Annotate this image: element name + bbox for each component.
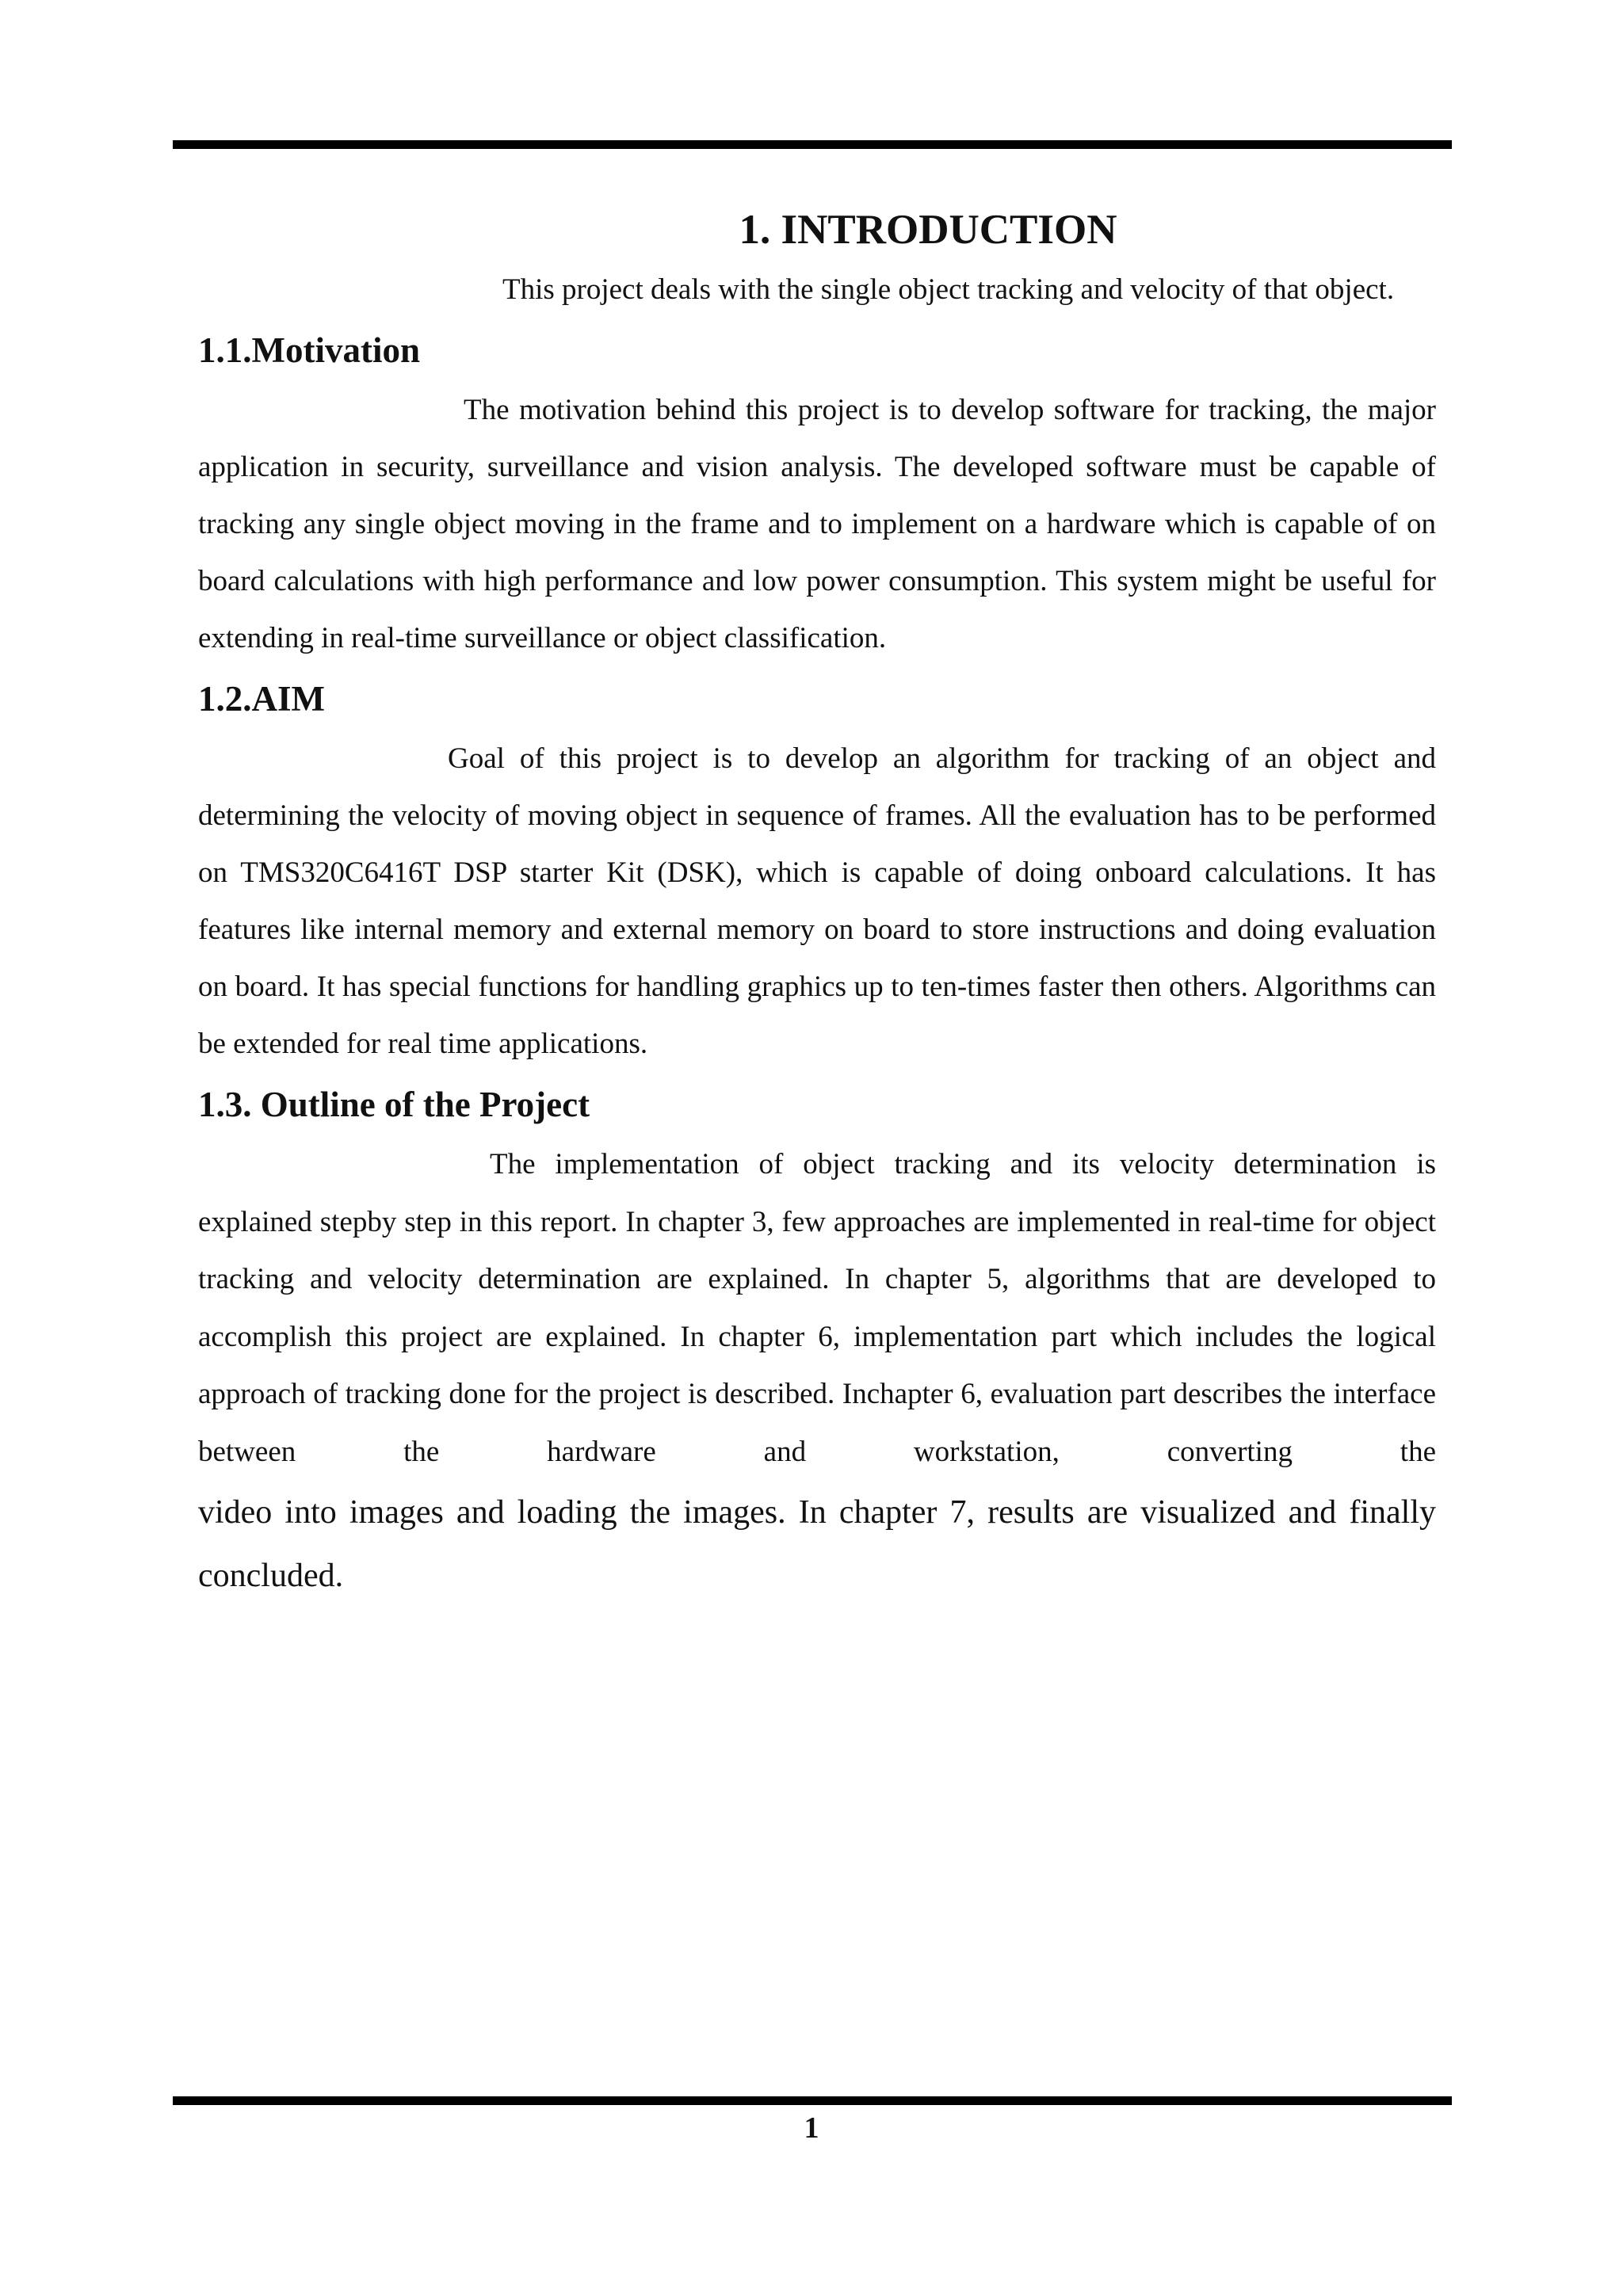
footer-rule xyxy=(173,2096,1452,2105)
motivation-paragraph: The motivation behind this project is to develop software for tracking, the major application in security, surveillance and vision analysis. The developed software must be capable of tracking any single object moving in the frame and to implement on a hardware which is capable of on board calculations with high performance and low power consumption. This system might be useful for extending in real-time surveillance or object classification. xyxy=(198,394,1436,654)
aim-paragraph: Goal of this project is to develop an algorithm for tracking of an object and determining the velocity of moving object in sequence of frames. All the evaluation has to be performed on TMS320C6416T DSP starter Kit (DSK), which is capable of doing onboard calculations. It has features like internal memory and external memory on board to store instructions and doing evaluation on board. It has special functions for handling graphics up to ten-times faster then others. Algorithms can be extended for real time applications. xyxy=(198,742,1436,1060)
document-body xyxy=(198,198,1436,1608)
header-rule xyxy=(173,140,1452,149)
page-number: 1 xyxy=(804,2111,819,2145)
section-heading-motivation: 1.1.Motivation xyxy=(198,330,420,370)
outline-paragraph: The implementation of object tracking and its velocity determination is explained stepby step in this report. In chapter 3, few approaches are implemented in real-time for object tracking and velocity determination are explained. In chapter 5, algorithms that are developed to accomplish this project are explained. In chapter 6, implementation part which includes the logical approach of tracking done for the project is described. Inchapter 6, evaluation part describes the interface between the hardware and workstation, converting the xyxy=(198,1148,1436,1468)
section-heading-outline: 1.3. Outline of the Project xyxy=(198,1085,590,1124)
chapter-title: 1. INTRODUCTION xyxy=(739,207,1117,253)
intro-paragraph: This project deals with the single object tracking and velocity of that object. xyxy=(502,273,1395,306)
outline-paragraph-tail: video into images and loading the images. In chapter 7, results are visualized and finally concluded. xyxy=(198,1494,1436,1594)
section-heading-aim: 1.2.AIM xyxy=(198,679,325,719)
